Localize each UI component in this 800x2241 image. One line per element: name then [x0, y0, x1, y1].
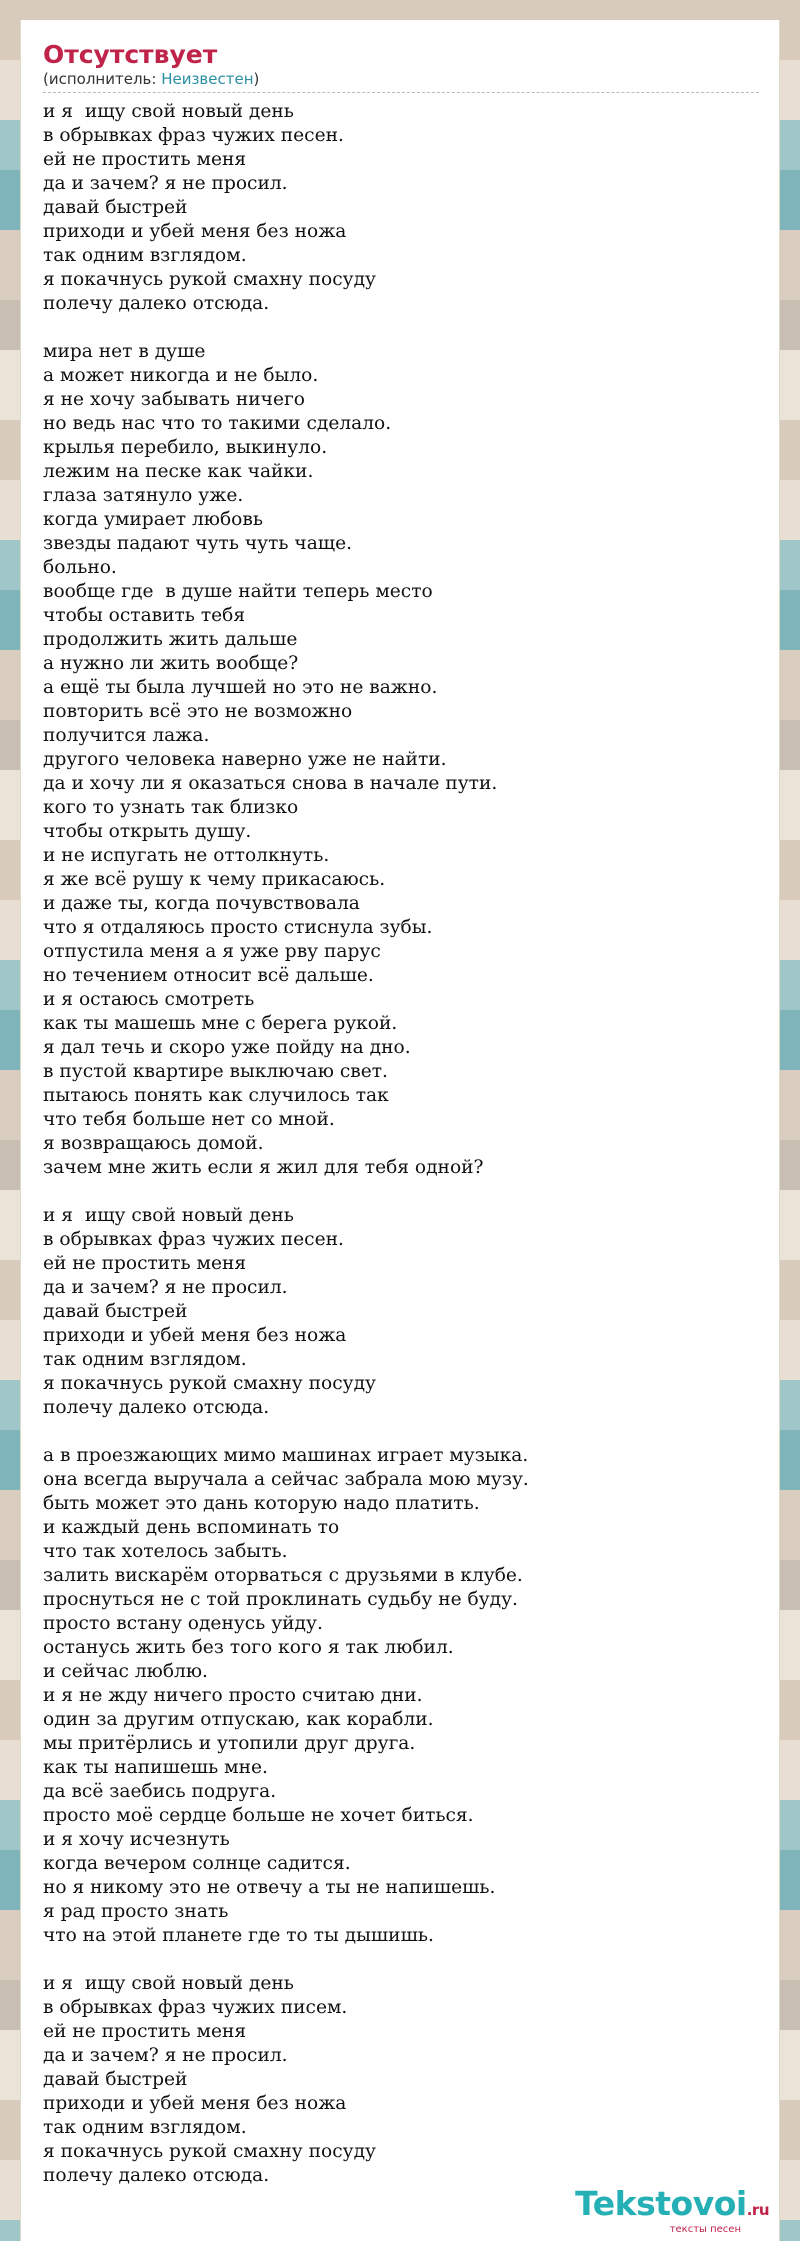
song-header: [43, 40, 759, 93]
logo-subtitle: тексты песен: [669, 2224, 741, 2235]
content-card: [20, 20, 780, 2241]
site-logo[interactable]: [575, 2184, 769, 2235]
artist-suffix: ): [253, 70, 260, 88]
logo-main-text: Tekstovoi: [575, 2184, 747, 2223]
song-title: Отсутствует: [43, 40, 218, 69]
logo-wordmark: [575, 2184, 769, 2227]
logo-suffix: .ru: [746, 2201, 769, 2219]
artist-line: [43, 70, 759, 93]
lyrics-text: и я ищу свой новый день в обрывках фраз чужих песен. ей не простить меня да и зачем? я не просил. давай быстрей приходи и убей меня без ножа так одним взглядом. я покачнусь рукой смахну посуду полечу далеко отсюда. мира нет в душе а может никогда и не было. я не хочу забывать ничего но ведь нас что то такими сделало. крылья перебило, выкинуло. лежим на песке как чайки. глаза затянуло уже. когда умирает любовь звезды падают чуть чуть чаще. больно. вообще где в душе найти теперь место чтобы оставить тебя продолжить жить дальше а нужно ли жить вообще? а ещё ты была лучшей но это не важно. повторить всё это не возможно получится лажа. другого человека наверно уже не найти. да и хочу ли я оказаться снова в начале пути. кого то узнать так близко чтобы открыть душу. и не испугать не оттолкнуть. я же всё рушу к чему прикасаюсь. и даже ты, когда почувствовала что я отдаляюсь просто стиснула зубы. отпустила меня а я уже рву парус но течением относит всё дальше. и я остаюсь смотреть как ты машешь мне с берега рукой. я дал течь и скоро уже пойду на дно. в пустой квартире выключаю свет. пытаюсь понять как случилось так что тебя больше нет со мной. я возвращаюсь домой. зачем мне жить если я жил для тебя одной? и я ищу свой новый день в обрывках фраз чужих песен. ей не простить меня да и зачем? я не просил. давай быстрей приходи и убей меня без ножа так одним взглядом. я покачнусь рукой смахну посуду полечу далеко отсюда. а в проезжающих мимо машинах играет музыка. она всегда выручала а сейчас забрала мою музу. быть может это дань которую надо платить. и каждый день вспоминать то что так хотелось забыть. залить вискарём оторваться с друзьями в клубе. проснуться не с той проклинать судьбу не буду. просто встану оденусь уйду. останусь жить без того кого я так любил. и сейчас люблю. и я не жду ничего просто считаю дни. один за другим отпускаю, как корабли. мы притёрлись и утопили друг друга. как ты напишешь мне. да всё заебись подруга. просто моё сердце больше не хочет биться. и я хочу исчезнуть когда вечером солнце садится. но я никому это не отвечу а ты не напишешь. я рад просто знать что на этой планете где то ты дышишь. и я ищу свой новый день в обрывках фраз чужих писем. ей не простить меня да и зачем? я не просил. давай быстрей приходи и убей меня без ножа так одним взглядом. я покачнусь рукой смахну посуду полечу далеко отсюда.: [43, 101, 529, 2186]
artist-prefix: (исполнитель:: [43, 70, 162, 88]
artist-link[interactable]: Неизвестен: [161, 70, 254, 88]
